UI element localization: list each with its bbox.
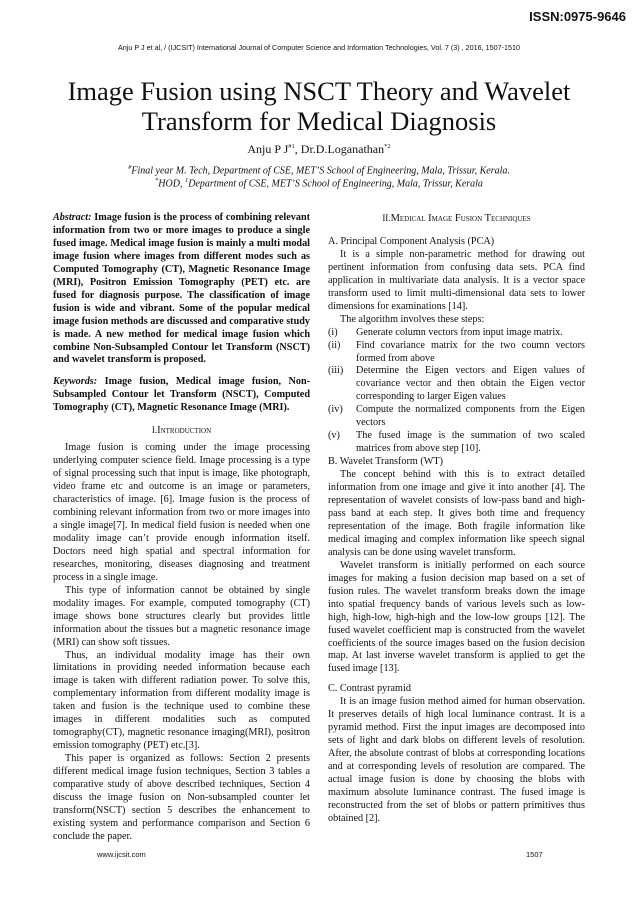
pca-step-number: (v) bbox=[328, 430, 340, 442]
affiliation-2-text2: Department of CSE, MET’S School of Engineering, Mala, Trissur, Kerala bbox=[188, 178, 483, 190]
affiliation-1 bbox=[0, 164, 638, 176]
running-header: Anju P J et al, / (IJCSIT) International Journal of Computer Science and Information Technologies, Vol. 7 (3) , 2016, 1507-1510 bbox=[117, 43, 521, 52]
section-1-title: Introduction bbox=[157, 425, 212, 437]
section-1-heading bbox=[53, 424, 310, 438]
pca-step-number: (iv) bbox=[328, 404, 343, 416]
affiliation-1-sup: # bbox=[128, 164, 132, 171]
affiliation-2-sup2: 1 bbox=[184, 177, 189, 184]
abstract bbox=[53, 212, 310, 367]
abstract-label: Abstract: bbox=[53, 212, 92, 223]
pca-step bbox=[328, 430, 585, 456]
author-1-sup: #1 bbox=[288, 143, 295, 150]
keywords-label: Keywords: bbox=[53, 376, 98, 388]
paper-title: Image Fusion using NSCT Theory and Wavelet Transform for Medical Diagnosis bbox=[67, 76, 571, 136]
section-1-number: I. bbox=[151, 425, 158, 436]
pca-step bbox=[328, 340, 585, 366]
keywords-text: Image fusion, Medical image fusion, Non-Subsampled Contour let Transform (NSCT), Computed Tomography (CT), Magnetic Resonance Image (MRI). bbox=[53, 376, 310, 414]
pca-step bbox=[328, 327, 585, 340]
subsection-c-heading: C. Contrast pyramid bbox=[328, 683, 411, 695]
author-line bbox=[0, 142, 638, 157]
contrast-paragraph-1: It is an image fusion method aimed for human observation. It preserves details of high local luminance contrast. It is a pyramid method. First the input images are decomposed into sets of light and dark blobs on different levels of resolution. After, the absolute contrast of blobs at corresponding locations and at corresponding levels of resolution are compared. The actual image fusion is done by choosing the blobs with maximum absolute luminance contrast. The fused image is reconstructed from the set of blobs or pattern primitives thus obtained [2]. bbox=[328, 696, 585, 824]
section-2-title: Medical Image Fusion Techniques bbox=[390, 213, 531, 224]
affiliation-2-sup: * bbox=[155, 177, 159, 184]
pca-step-number: (iii) bbox=[328, 365, 344, 377]
issn-label: ISSN:0975-9646 bbox=[529, 9, 626, 24]
affiliation-1-text: Final year M. Tech, Department of CSE, MET’S School of Engineering, Mala, Trissur, Kerala. bbox=[131, 165, 510, 177]
intro-paragraph-2: This type of information cannot be obtained by single modality images. For example, computed tomography (CT) image shows bone structures clearly but provides little information about the tissues but a magnetic resonance image (MRI) can show soft tissues. bbox=[53, 584, 310, 648]
author-2: Dr.D.Loganathan bbox=[300, 142, 385, 156]
section-2-heading bbox=[328, 212, 585, 226]
footer-page-number: 1507 bbox=[526, 850, 543, 859]
author-separator: , bbox=[294, 142, 301, 156]
keywords bbox=[53, 376, 310, 415]
section-2-number: II. bbox=[382, 213, 391, 223]
intro-paragraph-3: Thus, an individual modality image has their own limitations in providing needed information because each image is taken with different radiation power. To solve this, complementary information from different modality image is taken and fusion is the technique used to combine these images in different modalities such as computed tomography(CT), magnetic resonance imaging(MRI), positron emission tomography (PET) etc.[3]. bbox=[53, 649, 310, 752]
subsection-a-heading: A. Principal Component Analysis (PCA) bbox=[328, 235, 495, 247]
author-1: Anju P J bbox=[247, 142, 289, 156]
wavelet-paragraph-2: Wavelet transform is initially performed on each source images for making a fusion decision map based on a set of fusion rules. The wavelet transform breaks down the image into spatial frequency bands of various levels such as low-high, high-low, high-high and the low-low groups [12]. The fused wavelet coefficient map is constructed from the wavelet coefficients of the source images based on the fusion decision map. At last inverse wavelet transform is applied to get the fused image [13]. bbox=[328, 559, 585, 675]
left-column bbox=[53, 212, 310, 844]
pca-step-text: The fused image is the summation of two scaled matrices from above step [10]. bbox=[356, 430, 585, 455]
abstract-text: Image fusion is the process of combining relevant information from two or more images to produce a single fused image. Medical image fusion is mainly a multi modal image fusion where images from different modes such as Computed Tomography (CT), Magnetic Resonance Image (MRI), Positron Emission Tomography (PET) etc. are fused for diagnosis purpose. The classification of image fusion is wide and vibrant. Some of the popular medical image fusion methods are discussed and comparative study is made. A new method for medical image fusion which combine Non-Subsampled Contour let Transform (NSCT) and wavelet transform is proposed. bbox=[53, 212, 310, 366]
intro-paragraph-1: Image fusion is coming under the image processing underlying computer science field. Image processing is a type of signal processing such that input is image, like photograph, video frame etc and outcome is an image or parameters, characteristics of image. [6]. Image fusion is the process of combining relevant information from two or more images into a single image[7]. In medical field fusion is needed when one modality image can’t provide enough information itself. Doctors need high spatial and spectral information for researches, monitoring, diseases diagnosing and treatment process in a single image. bbox=[53, 442, 310, 583]
affiliation-2 bbox=[0, 177, 638, 189]
affiliation-2-text: HOD, bbox=[158, 178, 185, 190]
pca-paragraph-1: It is a simple non-parametric method for drawing out pertinent information from confusing data sets. PCA find application in multivariate data analysis. It is a vector space transform used to limit multi-dimensional data sets to lower dimensions for examinations [14]. bbox=[328, 248, 585, 312]
pca-step-text: Find covariance matrix for the two coumn vectors formed from above bbox=[356, 339, 585, 364]
wavelet-paragraph-1: The concept behind with this is to extract detailed information from one image and give it into another [4]. The representation of wavelet consists of low-pass band and high-pass band at each step. It gives both time and frequency representation of the image. Both fragile information like medical imaging and complex information like speech signal analysis can be done using wavelet transform. bbox=[328, 469, 585, 558]
right-column bbox=[328, 212, 585, 826]
pca-step-number: (ii) bbox=[328, 339, 341, 351]
pca-step-text: Compute the normalized components from the Eigen vectors bbox=[356, 404, 585, 429]
pca-step bbox=[328, 404, 585, 430]
pca-step-number: (i) bbox=[328, 326, 338, 338]
footer-url: www.ijcsit.com bbox=[97, 850, 146, 859]
intro-paragraph-4: This paper is organized as follows: Section 2 presents different medical image fusion techniques, Section 3 tables a comparative study of above described techniques, Section 4 discuss the image fusion on Non-subsampled counter let transform(NSCT) section 5 describes the enhancement to existing system and performance comparison and Section 6 conclude the paper. bbox=[53, 753, 310, 842]
pca-paragraph-2: The algorithm involves these steps: bbox=[340, 313, 485, 325]
pca-step-text: Determine the Eigen vectors and Eigen values of covariance vector and then obtain the Eigen vector corresponding to larger Eigen values bbox=[356, 365, 585, 403]
pca-step bbox=[328, 365, 585, 404]
author-2-sup: *2 bbox=[384, 143, 391, 150]
subsection-b-heading: B. Wavelet Transform (WT) bbox=[328, 456, 443, 468]
pca-step-text: Generate column vectors from input image matrix. bbox=[356, 326, 563, 338]
